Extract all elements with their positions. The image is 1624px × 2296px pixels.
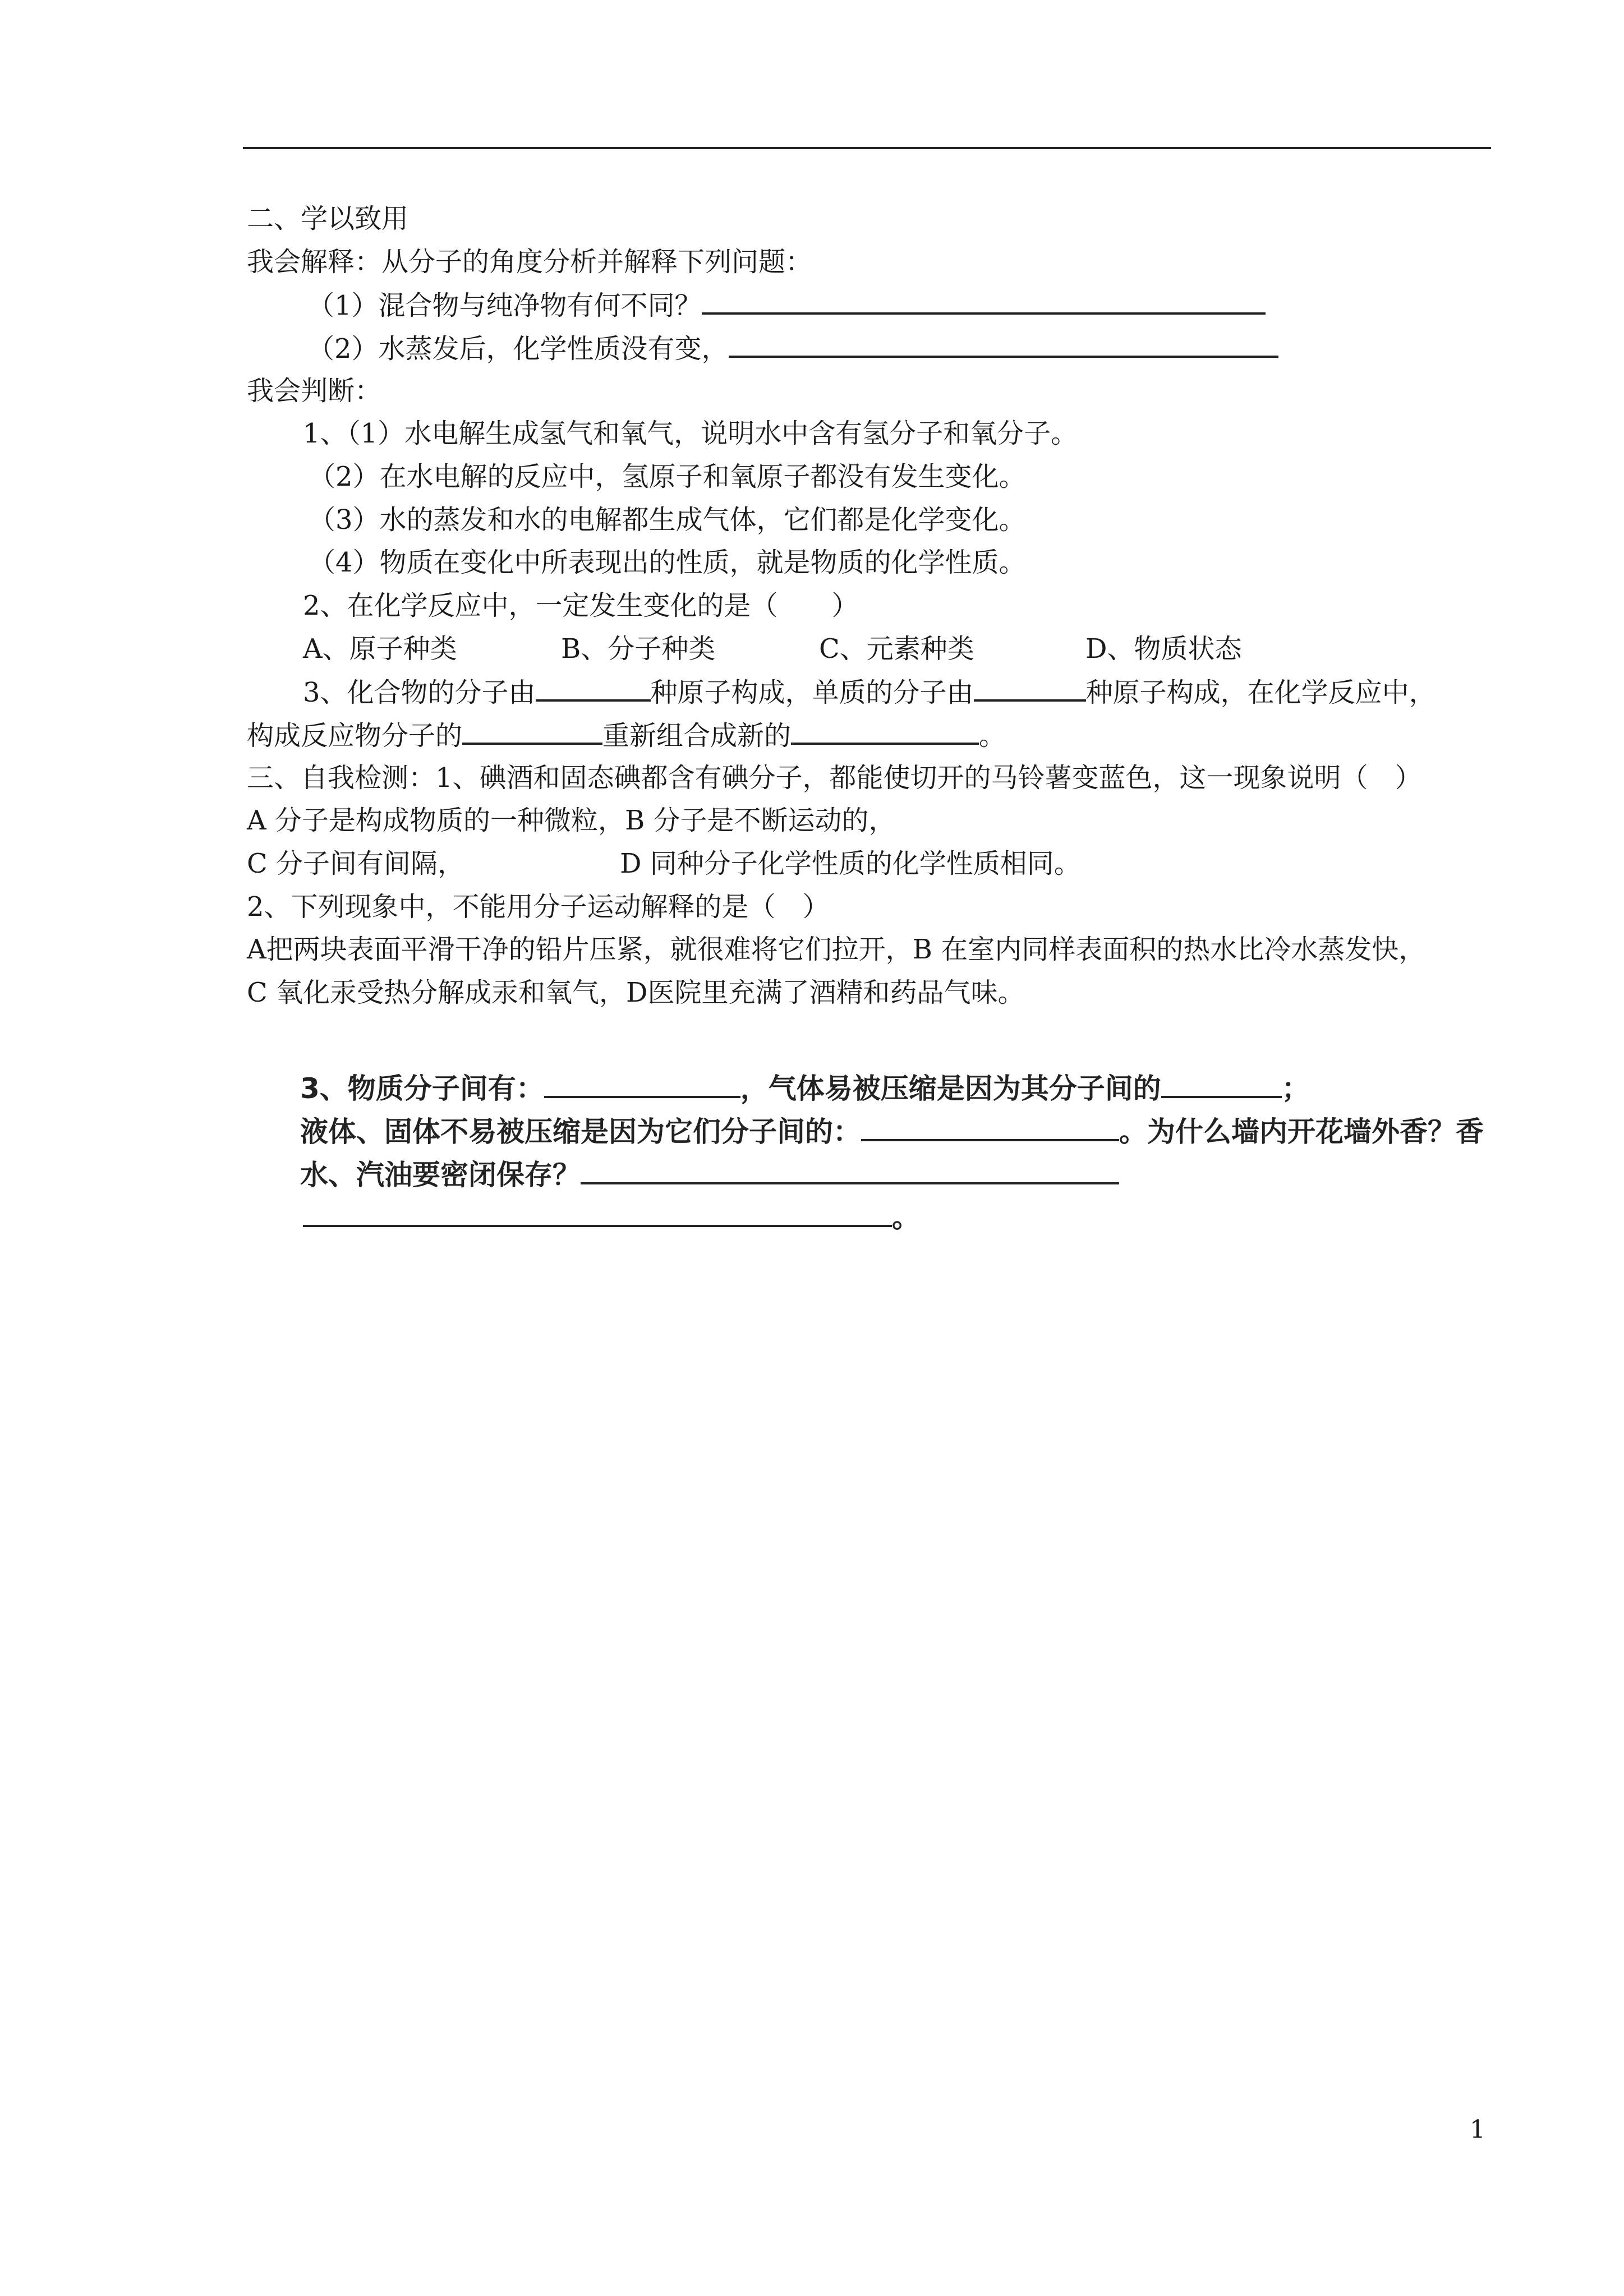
choice-option: B 分子是不断运动的， <box>624 805 896 836</box>
question-text: 水、汽油要密闭保存？ <box>300 1159 581 1191</box>
question-3-text: 。 <box>979 720 1006 751</box>
answer-blank[interactable] <box>544 1071 740 1098</box>
explain-intro: 我会解释：从分子的角度分析并解释下列问题： <box>247 246 813 278</box>
header-rule <box>243 147 1491 149</box>
self-check-q1-option-c: C 分子间有间隔， <box>247 848 464 879</box>
self-check-q1-stem: 三、自我检测：1、碘酒和固态碘都含有碘分子，都能使切开的马铃薯变蓝色，这一现象说明（ ） <box>247 762 1422 794</box>
choice-option: C、元素种类 <box>819 633 974 665</box>
self-check-q2-options-ab <box>247 933 1425 966</box>
answer-blank[interactable] <box>791 718 979 745</box>
question-3-text: 重新组合成新的 <box>602 720 792 751</box>
self-check-q3-line-2 <box>300 1114 1484 1149</box>
self-check-q2-stem: 2、下列现象中，不能用分子运动解释的是（ ） <box>247 891 830 923</box>
question-3-line-2 <box>247 718 1006 753</box>
question-text: 。为什么墙内开花墙外香？香 <box>1119 1115 1484 1148</box>
explain-question-1 <box>307 288 1266 322</box>
judge-item-1: 1、（1）水电解生成氢气和氧气，说明水中含有氢分子和氧分子。 <box>303 418 1078 449</box>
answer-blank[interactable] <box>1161 1071 1282 1098</box>
choice-option: A把两块表面平滑干净的铅片压紧，就很难将它们拉开， <box>247 934 913 965</box>
choice-option: A 分子是构成物质的一种微粒， <box>247 805 625 836</box>
explain-question-1-text: （1）混合物与纯净物有何不同？ <box>307 290 702 321</box>
answer-blank[interactable] <box>729 331 1278 358</box>
question-3-line-1 <box>303 675 1436 709</box>
choice-option: D医院里充满了酒精和药品气味。 <box>626 977 1025 1008</box>
judge-intro: 我会判断： <box>247 375 382 407</box>
answer-blank[interactable] <box>536 675 651 702</box>
section-heading: 二、学以致用 <box>247 203 409 234</box>
self-check-q1-option-d: D 同种分子化学性质的化学性质相同。 <box>620 848 1081 879</box>
judge-item-3: （3）水的蒸发和水的电解都生成气体，它们都是化学变化。 <box>309 504 1026 536</box>
question-3-text: 构成反应物分子的 <box>247 720 463 751</box>
judge-item-4: （4）物质在变化中所表现出的性质，就是物质的化学性质。 <box>309 547 1026 578</box>
choice-option: C 氧化汞受热分解成汞和氧气， <box>247 977 626 1008</box>
page-number: 1 <box>1470 2115 1485 2144</box>
answer-blank[interactable] <box>861 1114 1119 1141</box>
self-check-q1-options-ab <box>247 804 895 837</box>
explain-question-2 <box>307 331 1278 366</box>
answer-blank[interactable] <box>462 718 602 745</box>
question-3-text: 3、化合物的分子由 <box>303 677 536 708</box>
question-text: 。 <box>892 1201 920 1234</box>
self-check-q3-line-1 <box>300 1071 1310 1105</box>
question-3-text: 种原子构成，单质的分子由 <box>650 677 974 708</box>
question-text: ； <box>1281 1072 1310 1105</box>
question-text: ，气体易被压缩是因为其分子间的 <box>740 1072 1161 1105</box>
explain-question-2-text: （2）水蒸发后，化学性质没有变， <box>307 333 729 365</box>
judge-item-2: （2）在水电解的反应中，氢原子和氧原子都没有发生变化。 <box>309 461 1026 492</box>
question-text: 3、物质分子间有： <box>300 1072 544 1105</box>
choice-option: D、物质状态 <box>1085 633 1242 665</box>
choice-option: B 在室内同样表面积的热水比冷水蒸发快， <box>912 934 1426 965</box>
choice-option: A、原子种类 <box>303 633 457 665</box>
answer-blank[interactable] <box>702 288 1266 315</box>
self-check-q2-options-cd <box>247 976 1025 1009</box>
answer-blank[interactable] <box>974 675 1086 702</box>
question-text: 液体、固体不易被压缩是因为它们分子间的： <box>300 1115 861 1148</box>
self-check-q3-line-3 <box>300 1158 1119 1192</box>
self-check-q3-line-4 <box>303 1200 920 1234</box>
question-2-stem: 2、在化学反应中，一定发生变化的是（ ） <box>303 590 859 621</box>
answer-blank[interactable] <box>581 1158 1119 1184</box>
choice-option: B、分子种类 <box>561 633 716 665</box>
answer-blank[interactable] <box>303 1200 892 1227</box>
question-3-text: 种原子构成，在化学反应中， <box>1085 677 1436 708</box>
